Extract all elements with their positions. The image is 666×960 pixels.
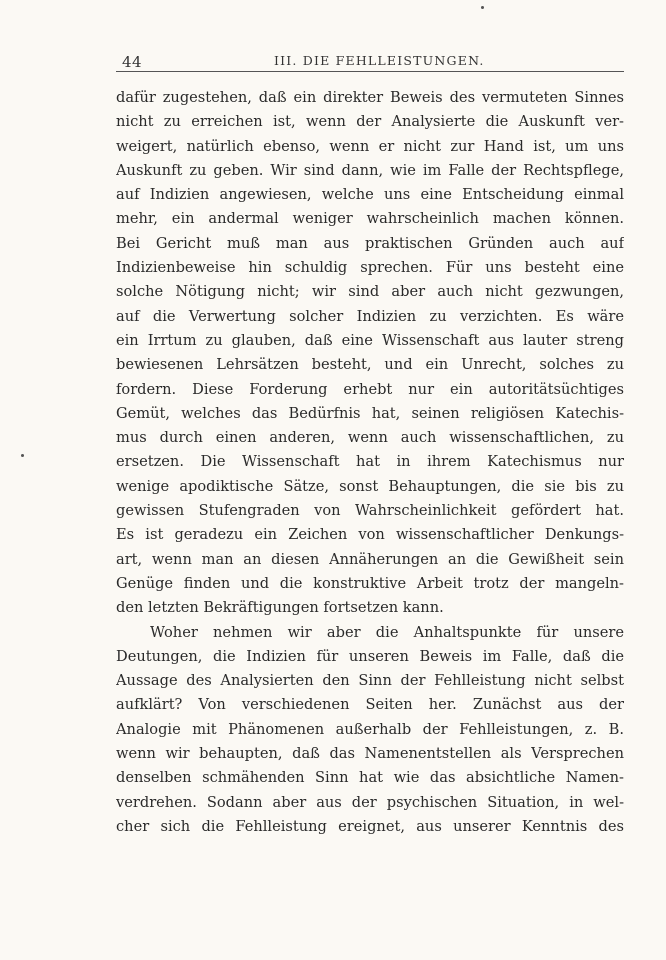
text-line: mus durch einen anderen, wenn auch wissenschaftlichen, zu <box>116 429 624 447</box>
page-number: 44 <box>122 53 143 71</box>
text-line: solche Nötigung nicht; wir sind aber auch nicht gezwungen, <box>116 283 624 301</box>
text-line: mehr, ein andermal weniger wahrscheinlich machen können. <box>116 210 624 228</box>
text-line: auf die Verwertung solcher Indizien zu verzichten. Es wäre <box>116 307 624 325</box>
speck <box>481 6 484 9</box>
text-line: dafür zugestehen, daß ein direkter Beweis des vermuteten Sinnes <box>116 89 624 106</box>
text-line: Indizienbeweise hin schuldig sprechen. Für uns besteht eine <box>116 259 624 277</box>
text-line: aufklärt? Von verschiedenen Seiten her. Zunächst aus der <box>116 696 624 714</box>
text-line: verdrehen. Sodann aber aus der psychischen Situation, in wel- <box>116 793 624 811</box>
text-line: Woher nehmen wir aber die Anhaltspunkte für unsere <box>150 623 624 641</box>
text-line: wenn wir behaupten, daß das Namenentstellen als Versprechen <box>116 745 624 763</box>
paragraph-2 <box>116 621 624 840</box>
body-text <box>116 86 624 839</box>
speck <box>21 454 24 457</box>
text-line: denselben schmähenden Sinn hat wie das absichtliche Namen- <box>116 769 624 787</box>
text-line: ersetzen. Die Wissenschaft hat in ihrem Katechismus nur <box>116 453 624 471</box>
text-line: nicht zu erreichen ist, wenn der Analysierte die Auskunft ver- <box>116 113 624 131</box>
running-head: III. DIE FEHLLEISTUNGEN. <box>274 53 485 68</box>
page-header <box>116 51 624 69</box>
text-line: den letzten Bekräftigungen fortsetzen kann. <box>116 599 444 617</box>
text-line: Gemüt, welches das Bedürfnis hat, seinen religiösen Katechis- <box>116 404 624 422</box>
header-rule <box>116 71 624 72</box>
text-line: bewiesenen Lehrsätzen besteht, und ein Unrecht, solches zu <box>116 356 624 374</box>
paragraph-1 <box>116 86 624 621</box>
text-line: Auskunft zu geben. Wir sind dann, wie im Falle der Rechtspflege, <box>116 161 624 179</box>
text-line: ein Irrtum zu glauben, daß eine Wissenschaft aus lauter streng <box>116 331 624 349</box>
text-line: wenige apodiktische Sätze, sonst Behauptungen, die sie bis zu <box>116 477 624 495</box>
text-line: gewissen Stufengraden von Wahrscheinlichkeit gefördert hat. <box>116 502 624 520</box>
text-line: cher sich die Fehlleistung ereignet, aus unserer Kenntnis des <box>116 817 624 835</box>
text-line: Bei Gericht muß man aus praktischen Gründen auch auf <box>116 234 624 252</box>
text-line: auf Indizien angewiesen, welche uns eine Entscheidung einmal <box>116 186 624 204</box>
text-line: art, wenn man an diesen Annäherungen an die Gewißheit sein <box>116 550 624 568</box>
text-line: Es ist geradezu ein Zeichen von wissenschaftlicher Denkungs- <box>116 526 624 544</box>
text-line: fordern. Diese Forderung erhebt nur ein autoritätsüchtiges <box>116 380 624 398</box>
text-line: Genüge finden und die konstruktive Arbeit trotz der mangeln- <box>116 574 624 592</box>
text-line: Analogie mit Phänomenen außerhalb der Fehlleistungen, z. B. <box>116 720 624 738</box>
text-line: Deutungen, die Indizien für unseren Beweis im Falle, daß die <box>116 647 624 665</box>
text-line: Aussage des Analysierten den Sinn der Fehlleistung nicht selbst <box>116 672 624 690</box>
text-line: weigert, natürlich ebenso, wenn er nicht zur Hand ist, um uns <box>116 137 624 155</box>
